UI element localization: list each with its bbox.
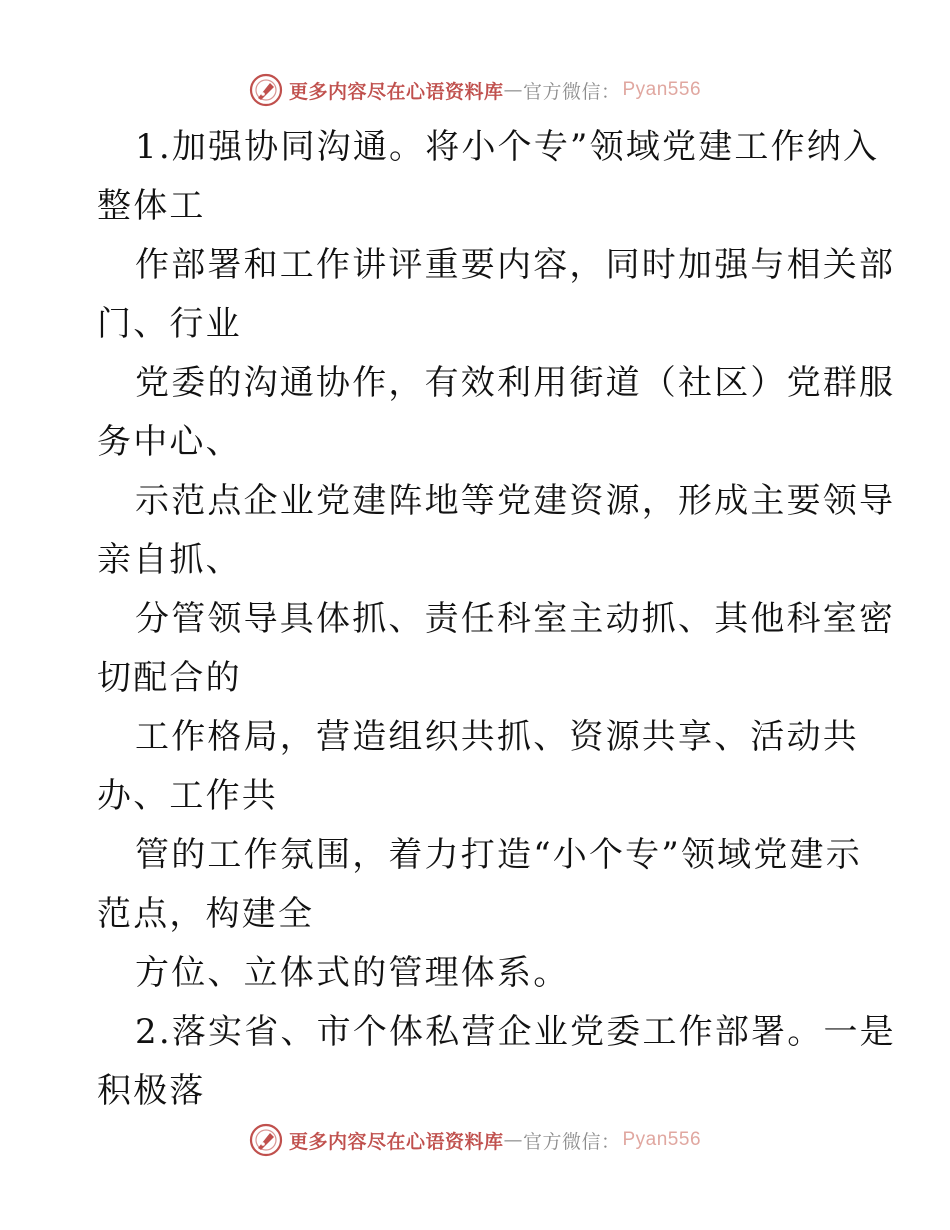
text-line: 管的工作氛围，着力打造“小个专”领域党建示 (135, 835, 862, 875)
watermark-separator: — (503, 1129, 523, 1151)
watermark-site-name: 更多内容尽在心语资料库 (288, 80, 504, 103)
text-line: 整体工 (97, 186, 206, 226)
text-line: 门、行业 (97, 304, 242, 344)
pen-nib-logo-icon (249, 73, 283, 107)
text-line: 务中心、 (97, 422, 242, 462)
text-line: 作部署和工作讲评重要内容，同时加强与相关部 (135, 245, 896, 285)
watermark-site-name: 更多内容尽在心语资料库 (288, 1130, 504, 1153)
pen-nib-logo-icon (249, 1123, 283, 1157)
watermark-text (289, 77, 701, 104)
watermark-wechat-label: 官方微信： (522, 80, 621, 103)
text-line: 切配合的 (97, 658, 242, 698)
watermark-wechat-label: 官方微信： (522, 1130, 621, 1153)
text-line: 示范点企业党建阵地等党建资源，形成主要领导 (135, 481, 896, 521)
header-watermark (0, 70, 950, 110)
footer-watermark (0, 1120, 950, 1160)
text-line: 积极落 (97, 1071, 206, 1111)
text-line: 党委的沟通协作，有效利用街道（社区）党群服 (135, 363, 896, 403)
text-line: 办、工作共 (97, 776, 278, 816)
text-line: 1.加强协同沟通。将小个专”领域党建工作纳入 (135, 127, 880, 167)
text-line: 亲自抓、 (97, 540, 242, 580)
text-line: 方位、立体式的管理体系。 (135, 953, 570, 993)
text-line: 范点，构建全 (97, 894, 315, 934)
document-body (97, 118, 896, 1121)
text-line: 分管领导具体抓、责任科室主动抓、其他科室密 (135, 599, 896, 639)
watermark-wechat-id: Pyan556 (622, 1129, 702, 1150)
watermark-wechat-id: Pyan556 (622, 79, 702, 100)
text-line: 2.落实省、市个体私营企业党委工作部署。一是 (135, 1012, 896, 1052)
watermark-text (289, 1127, 701, 1154)
watermark-separator: — (503, 79, 523, 101)
text-line: 工作格局，营造组织共抓、资源共享、活动共 (135, 717, 859, 757)
